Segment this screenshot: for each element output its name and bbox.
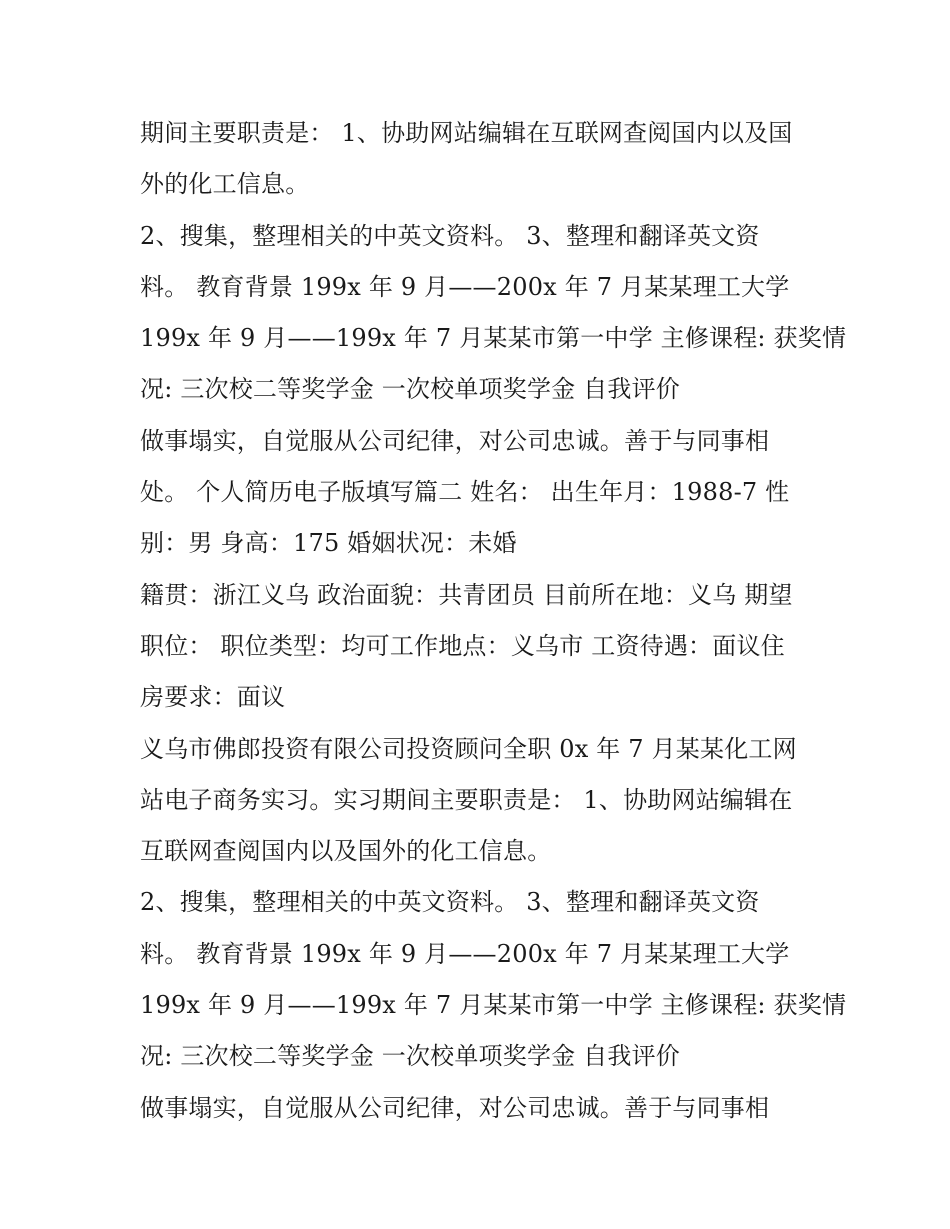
- text-line-3: 2、搜集，整理相关的中英文资料。 3、整理和翻译英文资: [140, 221, 760, 250]
- text-line-2: 外的化工信息。: [140, 170, 310, 199]
- text-line-7: 做事塌实，自觉服从公司纪律，对公司忠诚。善于与同事相: [140, 426, 770, 455]
- text-line-19: 况: 三次校二等奖学金 一次校单项奖学金 自我评价: [140, 1042, 680, 1071]
- text-line-6: 况: 三次校二等奖学金 一次校单项奖学金 自我评价: [140, 375, 680, 404]
- text-line-17: 料。 教育背景 199x 年 9 月——200x 年 7 月某某理工大学: [140, 939, 790, 968]
- text-line-10: 籍贯：浙江义乌 政治面貌：共青团员 目前所在地：义乌 期望: [140, 580, 793, 609]
- text-line-15: 互联网查阅国内以及国外的化工信息。: [140, 837, 552, 866]
- text-line-8: 处。 个人简历电子版填写篇二 姓名： 出生年月：1988-7 性: [140, 478, 790, 507]
- text-line-14: 站电子商务实习。实习期间主要职责是： 1、协助网站编辑在: [140, 785, 793, 814]
- text-line-20: 做事塌实，自觉服从公司纪律，对公司忠诚。善于与同事相: [140, 1093, 770, 1122]
- text-line-16: 2、搜集，整理相关的中英文资料。 3、整理和翻译英文资: [140, 888, 760, 917]
- text-line-11: 职位： 职位类型：均可工作地点：义乌市 工资待遇：面议住: [140, 631, 785, 660]
- text-line-12: 房要求：面议: [140, 683, 286, 712]
- text-line-4: 料。 教育背景 199x 年 9 月——200x 年 7 月某某理工大学: [140, 272, 790, 301]
- text-line-1: 期间主要职责是： 1、协助网站编辑在互联网查阅国内以及国: [140, 119, 793, 147]
- text-line-9: 别：男 身高：175 婚姻状况：未婚: [140, 529, 517, 558]
- text-line-18: 199x 年 9 月——199x 年 7 月某某市第一中学 主修课程: 获奖情: [140, 991, 847, 1020]
- text-line-13: 义乌市佛郎投资有限公司投资顾问全职 0x 年 7 月某某化工网: [140, 734, 797, 763]
- document-body: [140, 108, 847, 1134]
- text-line-5: 199x 年 9 月——199x 年 7 月某某市第一中学 主修课程: 获奖情: [140, 324, 847, 353]
